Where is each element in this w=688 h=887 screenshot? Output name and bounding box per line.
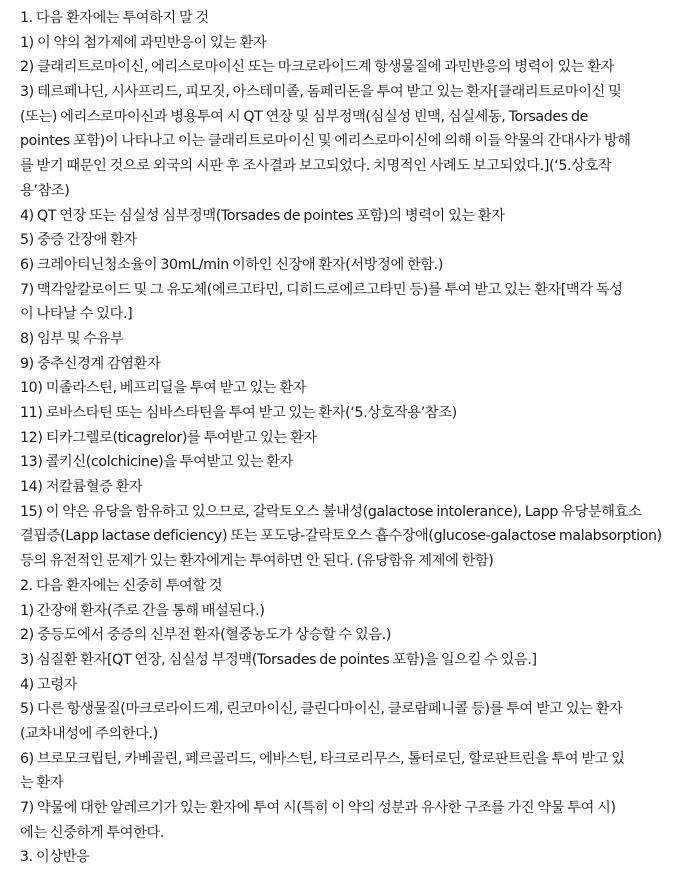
list-item: 6) 브로모크립틴, 카베골린, 페르골리드, 에바스틴, 타크로리무스, 톨터로딘, 할로판트린을 투여 받고 있 (20, 750, 625, 767)
list-item: 15) 이 약은 유당을 함유하고 있으므로, 갈락토오스 불내성(galactose intolerance), Lapp 유당분해효소 (20, 503, 642, 520)
list-item: 3) 테르페나딘, 시사프리드, 피모짓, 아스테미졸, 돔페리돈을 투여 받고 있는 환자[클래리트로마이신 및 (20, 84, 622, 101)
list-item: 14) 저칼륨혈증 환자 (20, 479, 143, 496)
list-item-continuation: (또는) 에리스로마이신과 병용투여 시 QT 연장 및 심부정맥(심실성 빈맥, 심실세동, Torsades de (20, 108, 588, 125)
document-body (20, 6, 680, 870)
list-item: 11) 로바스타틴 또는 심바스타틴을 투여 받고 있는 환자(‘5.상호작용’참조) (20, 405, 457, 421)
list-item: 10) 미졸라스틴, 베프리딜을 투여 받고 있는 환자 (20, 380, 307, 397)
list-item: 7) 맥각알칼로이드 및 그 유도체(에르고타민, 디히드로에르고타민 등)를 투여 받고 있는 환자[맥각 독성 (20, 281, 623, 298)
list-item: 5) 다른 항생물질(마크로라이드계, 린코마이신, 클린다마이신, 클로람페니콜 등)를 투여 받고 있는 환자 (20, 701, 623, 718)
list-item: 2) 중등도에서 중증의 신부전 환자(혈중농도가 상승할 수 있음.) (20, 627, 392, 644)
list-item: 1) 간장애 환자(주로 간을 통해 배설된다.) (20, 602, 265, 619)
list-item-continuation: 등의 유전적인 문제가 있는 환자에게는 투여하면 안 된다. (유당함유 제제에 한함) (20, 553, 494, 570)
list-item: 12) 티카그렐로(ticagrelor)를 투여받고 있는 환자 (20, 429, 317, 446)
list-item: 8) 임부 및 수유부 (20, 330, 124, 347)
list-item: 5) 중증 간장애 환자 (20, 232, 137, 249)
list-item-continuation: 이 나타날 수 있다.] (20, 306, 133, 323)
list-item: 4) QT 연장 또는 심실성 심부정맥(Torsades de pointes 포함)의 병력이 있는 환자 (20, 207, 505, 224)
list-item-continuation: 를 받기 때문인 것으로 외국의 시판 후 조사결과 보고되었다. 치명적인 사례도 보고되었다.](‘5.상호작 (20, 158, 612, 175)
list-item: 7) 약물에 대한 알레르기가 있는 환자에 투여 시(특히 이 약의 성분과 유사한 구조를 가진 약물 투여 시) (20, 800, 616, 816)
list-item: 4) 고령자 (20, 676, 78, 693)
section-heading-adverse-reactions: 3. 이상반응 (20, 849, 90, 866)
list-item: 6) 크레아티닌청소율이 30mL/min 이하인 신장애 환자(서방정에 한함.) (20, 256, 444, 273)
list-item-continuation: 는 환자 (20, 775, 64, 792)
list-item-continuation: pointes 포함)이 나타나고 이는 클래리트로마이신 및 에리스로마이신에 의해 이들 약물의 간대사가 방해 (20, 133, 631, 150)
section-heading-contraindications: 1. 다음 환자에는 투여하지 말 것 (20, 10, 209, 26)
list-item: 2) 클래리트로마이신, 에리스로마이신 또는 마크로라이드계 항생물질에 과민반응의 병력이 있는 환자 (20, 59, 615, 76)
list-item: 1) 이 약의 첨가제에 과민반응이 있는 환자 (20, 34, 267, 51)
list-item-continuation: 결핍증(Lapp lactase deficiency) 또는 포도당-갈락토오스 흡수장애(glucose-galactose malabsorption) (20, 528, 662, 545)
list-item: 9) 중추신경계 감염환자 (20, 355, 161, 372)
list-item: 13) 콜키신(colchicine)을 투여받고 있는 환자 (20, 454, 293, 471)
list-item: 3) 심질환 환자[QT 연장, 심실성 부정맥(Torsades de pointes 포함)을 일으킬 수 있음.] (20, 651, 537, 668)
list-item-continuation: 용’참조) (20, 182, 70, 199)
section-heading-careful-administration: 2. 다음 환자에는 신중히 투여할 것 (20, 577, 223, 594)
list-item-continuation: 에는 신중하게 투여한다. (20, 824, 165, 841)
list-item-continuation: (교차내성에 주의한다.) (20, 725, 158, 742)
